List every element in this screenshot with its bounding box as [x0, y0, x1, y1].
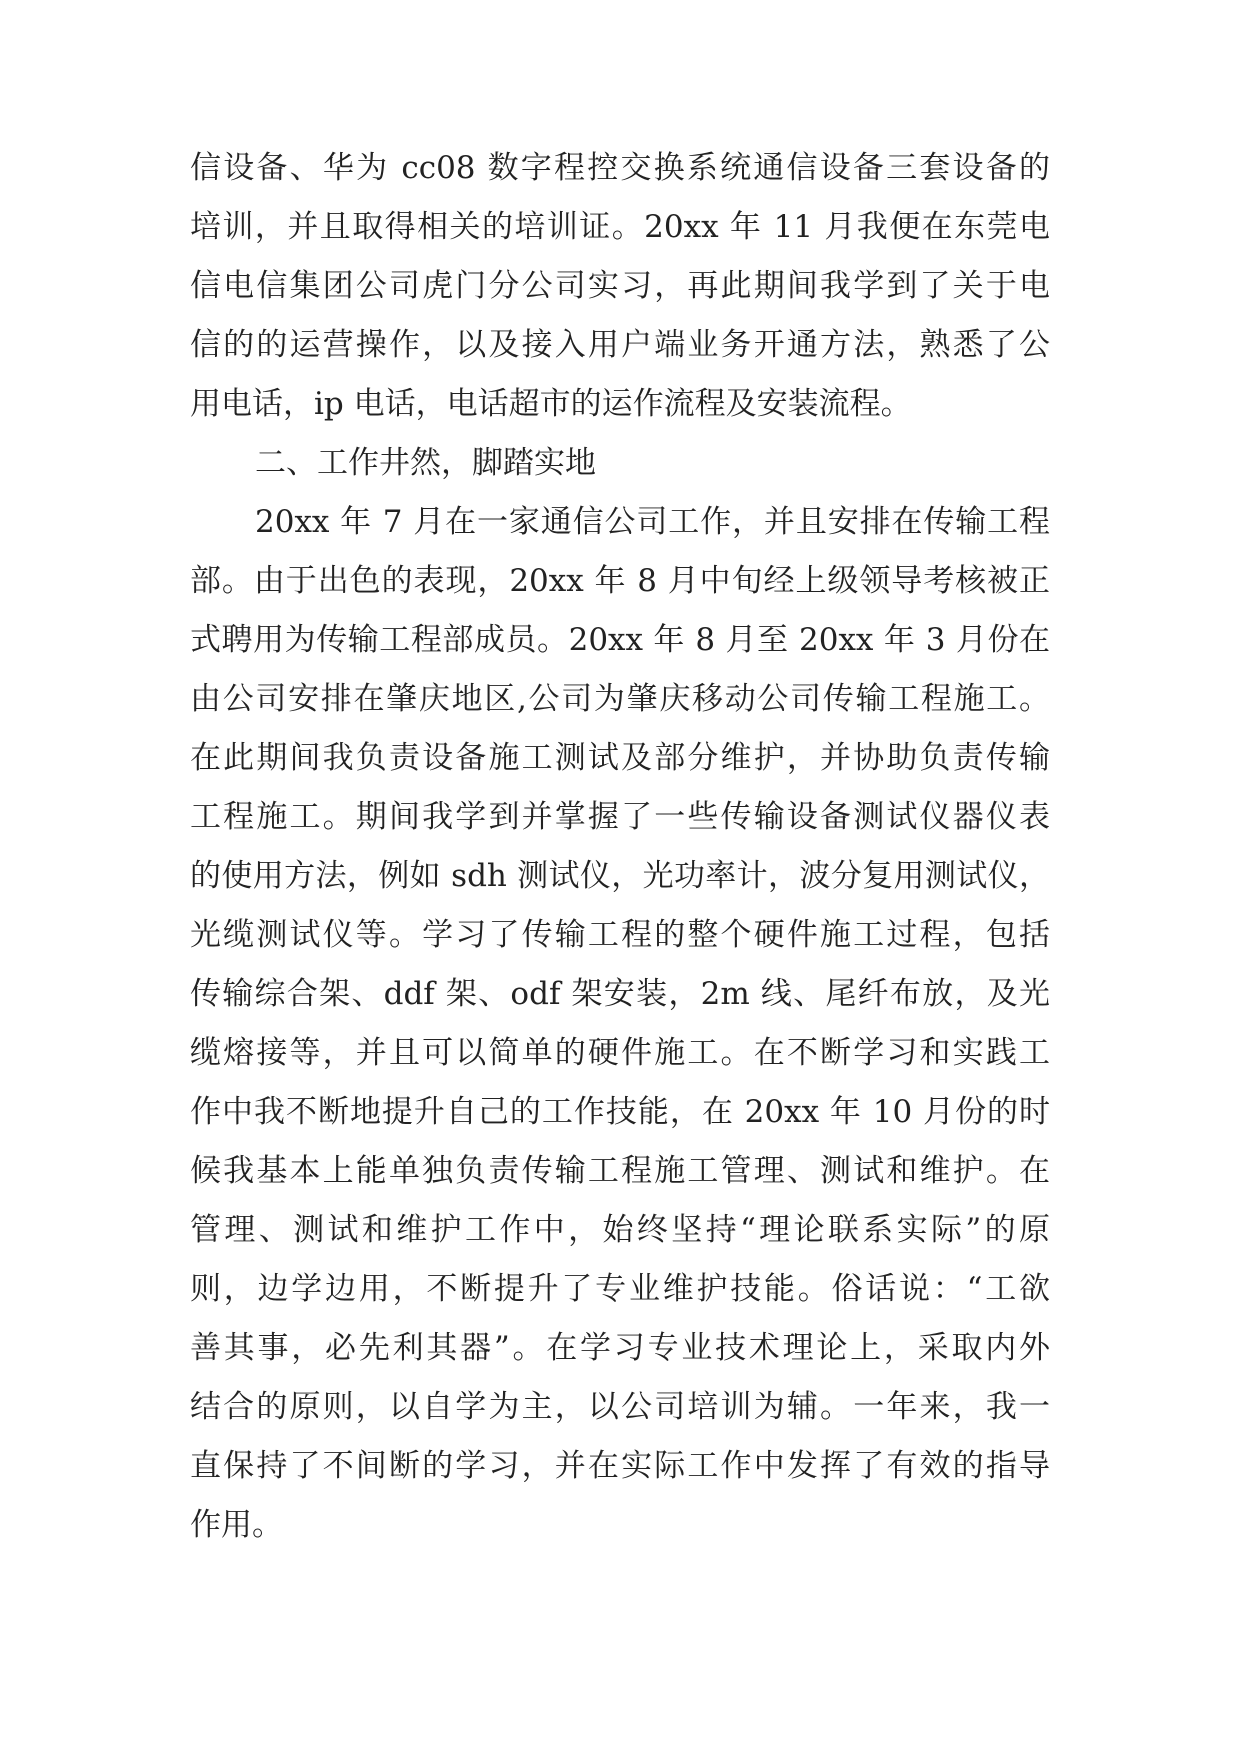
paragraph-line: 部。由于出色的表现，20xx 年 8 月中旬经上级领导考核被正	[190, 563, 1050, 599]
paragraph-line: 作用。	[190, 1507, 283, 1543]
paragraph-line: 的使用方法，例如 sdh 测试仪，光功率计，波分复用测试仪，	[190, 858, 1050, 894]
paragraph-line: 用电话，ip 电话，电话超市的运作流程及安装流程。	[190, 386, 912, 422]
paragraph-line: 作中我不断地提升自己的工作技能，在 20xx 年 10 月份的时	[190, 1094, 1050, 1130]
paragraph-line: 信的的运营操作，以及接入用户端业务开通方法，熟悉了公	[190, 327, 1050, 363]
paragraph-line: 信设备、华为 cc08 数字程控交换系统通信设备三套设备的	[190, 150, 1050, 186]
paragraph-line: 结合的原则，以自学为主，以公司培训为辅。一年来，我一	[190, 1389, 1050, 1425]
paragraph-line: 在此期间我负责设备施工测试及部分维护，并协助负责传输	[190, 740, 1050, 776]
paragraph-line: 式聘用为传输工程部成员。20xx 年 8 月至 20xx 年 3 月份在	[190, 622, 1050, 658]
paragraph-line: 工程施工。期间我学到并掌握了一些传输设备测试仪器仪表	[190, 799, 1050, 835]
paragraph-line: 缆熔接等，并且可以简单的硬件施工。在不断学习和实践工	[190, 1035, 1050, 1071]
paragraph-line: 则，边学边用，不断提升了专业维护技能。俗话说：“工欲	[190, 1271, 1050, 1307]
paragraph-line: 由公司安排在肇庆地区,公司为肇庆移动公司传输工程施工。	[190, 681, 1050, 717]
section-heading: 二、工作井然，脚踏实地	[255, 445, 596, 481]
paragraph-line: 善其事，必先利其器”。在学习专业技术理论上，采取内外	[190, 1330, 1050, 1366]
paragraph-line: 候我基本上能单独负责传输工程施工管理、测试和维护。在	[190, 1153, 1050, 1189]
paragraph-line: 传输综合架、ddf 架、odf 架安装，2m 线、尾纤布放，及光	[190, 976, 1050, 1012]
paragraph-line: 信电信集团公司虎门分公司实习，再此期间我学到了关于电	[190, 268, 1050, 304]
paragraph-line: 管理、测试和维护工作中，始终坚持“理论联系实际”的原	[190, 1212, 1050, 1248]
paragraph-line: 培训，并且取得相关的培训证。20xx 年 11 月我便在东莞电	[190, 209, 1050, 245]
paragraph-line: 20xx 年 7 月在一家通信公司工作，并且安排在传输工程	[255, 504, 1050, 540]
paragraph-line: 直保持了不间断的学习，并在实际工作中发挥了有效的指导	[190, 1448, 1050, 1484]
paragraph-line: 光缆测试仪等。学习了传输工程的整个硬件施工过程，包括	[190, 917, 1050, 953]
